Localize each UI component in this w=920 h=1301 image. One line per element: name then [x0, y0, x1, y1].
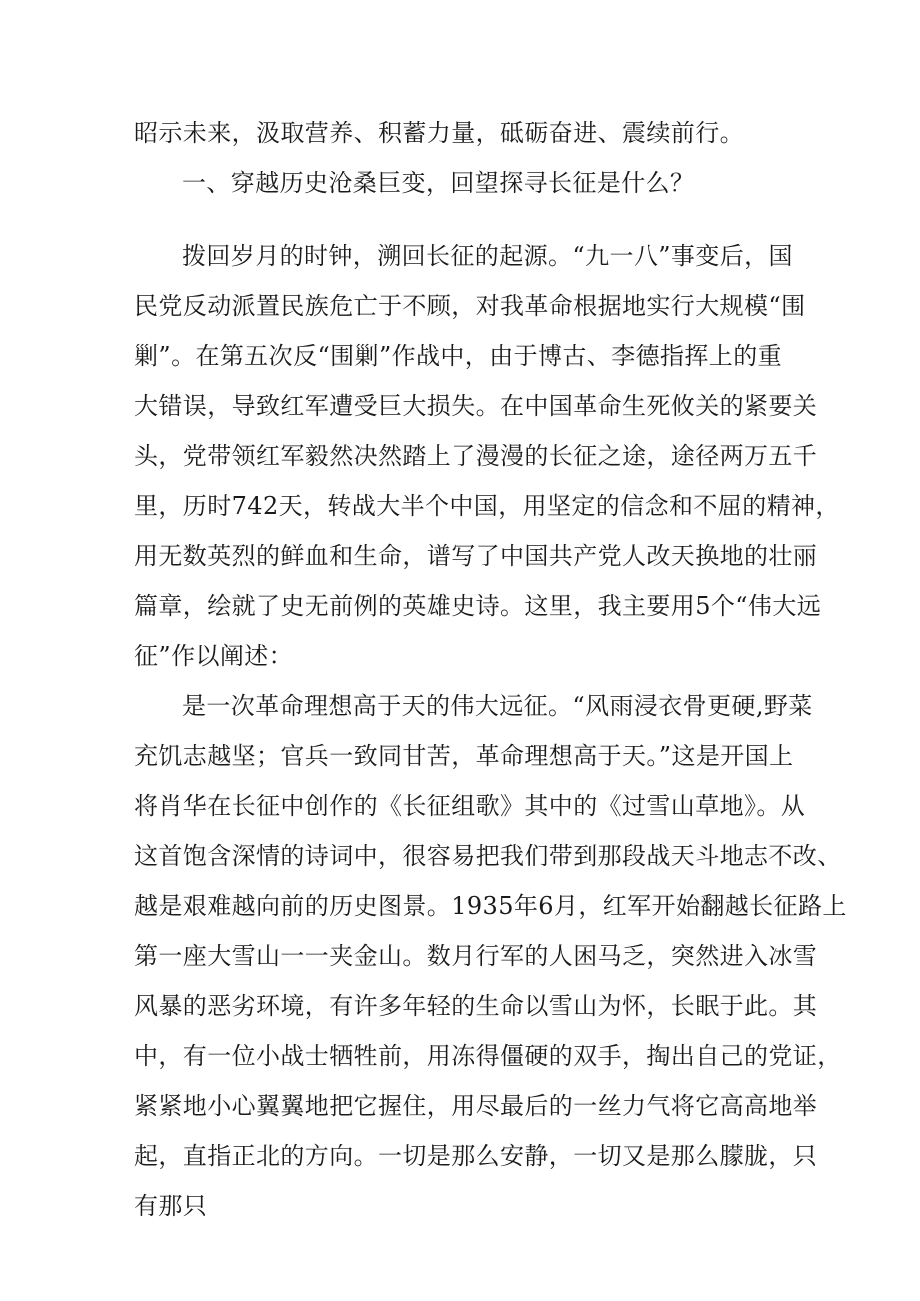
- text-line: 篇章，绘就了史无前例的英雄史诗。这里，我主要用5个“伟大远: [134, 592, 822, 620]
- text-line: 起，直指正北的方向。一切是那么安静，一切又是那么朦胧，只: [134, 1142, 818, 1170]
- text-line: 民党反动派置民族危亡于不顾，对我革命根据地实行大规模“围: [134, 292, 806, 320]
- text-line: 这首饱含深情的诗词中，很容易把我们带到那段战天斗地志不改、: [134, 842, 842, 870]
- text-line: 风暴的恶劣环境，有许多年轻的生命以雪山为怀，长眠于此。其: [134, 992, 818, 1020]
- text-line: 昭示未来，汲取营养、积蓄力量，砥砺奋进、震续前行。: [134, 119, 744, 147]
- text-line: 有那只: [134, 1192, 208, 1220]
- text-line: 里，历时742天，转战大半个中国，用坚定的信念和不屈的精神，: [134, 492, 840, 520]
- text-line: 第一座大雪山一一夹金山。数月行军的人困马乏，突然进入冰雪: [134, 942, 818, 970]
- text-line: 将肖华在长征中创作的《长征组歌》其中的《过雪山草地》。从: [134, 792, 806, 820]
- text-line: 征”作以阐述：: [134, 642, 294, 670]
- text-line: 中，有一位小战士牺牲前，用冻得僵硬的双手，掏出自己的党证，: [134, 1042, 842, 1070]
- text-line: 头，党带领红军毅然决然踏上了漫漫的长征之途，途径两万五千: [134, 442, 818, 470]
- text-line: 大错误，导致红军遭受巨大损失。在中国革命生死攸关的紧要关: [134, 392, 818, 420]
- text-line: 是一次革命理想高于天的伟大远征。“风雨浸衣骨更硬,野菜: [182, 692, 813, 720]
- text-line: 充饥志越坚；官兵一致同甘苦，革命理想高于天。”这是开国上: [134, 742, 794, 770]
- text-line: 越是艰难越向前的历史图景。1935年6月，红军开始翻越长征路上: [134, 892, 847, 920]
- text-line: 用无数英烈的鲜血和生命，谱写了中国共产党人改天换地的壮丽: [134, 542, 818, 570]
- text-line: 紧紧地小心翼翼地把它握住，用尽最后的一丝力气将它高高地举: [134, 1092, 818, 1120]
- text-line: 拨回岁月的时钟，溯回长征的起源。“九一八”事变后，国: [182, 242, 793, 270]
- text-line: 剿”。在第五次反“围剿”作战中，由于博古、李德指挥上的重: [134, 342, 783, 370]
- section-heading: 一、穿越历史沧桑巨变，回望探寻长征是什么？: [182, 169, 695, 197]
